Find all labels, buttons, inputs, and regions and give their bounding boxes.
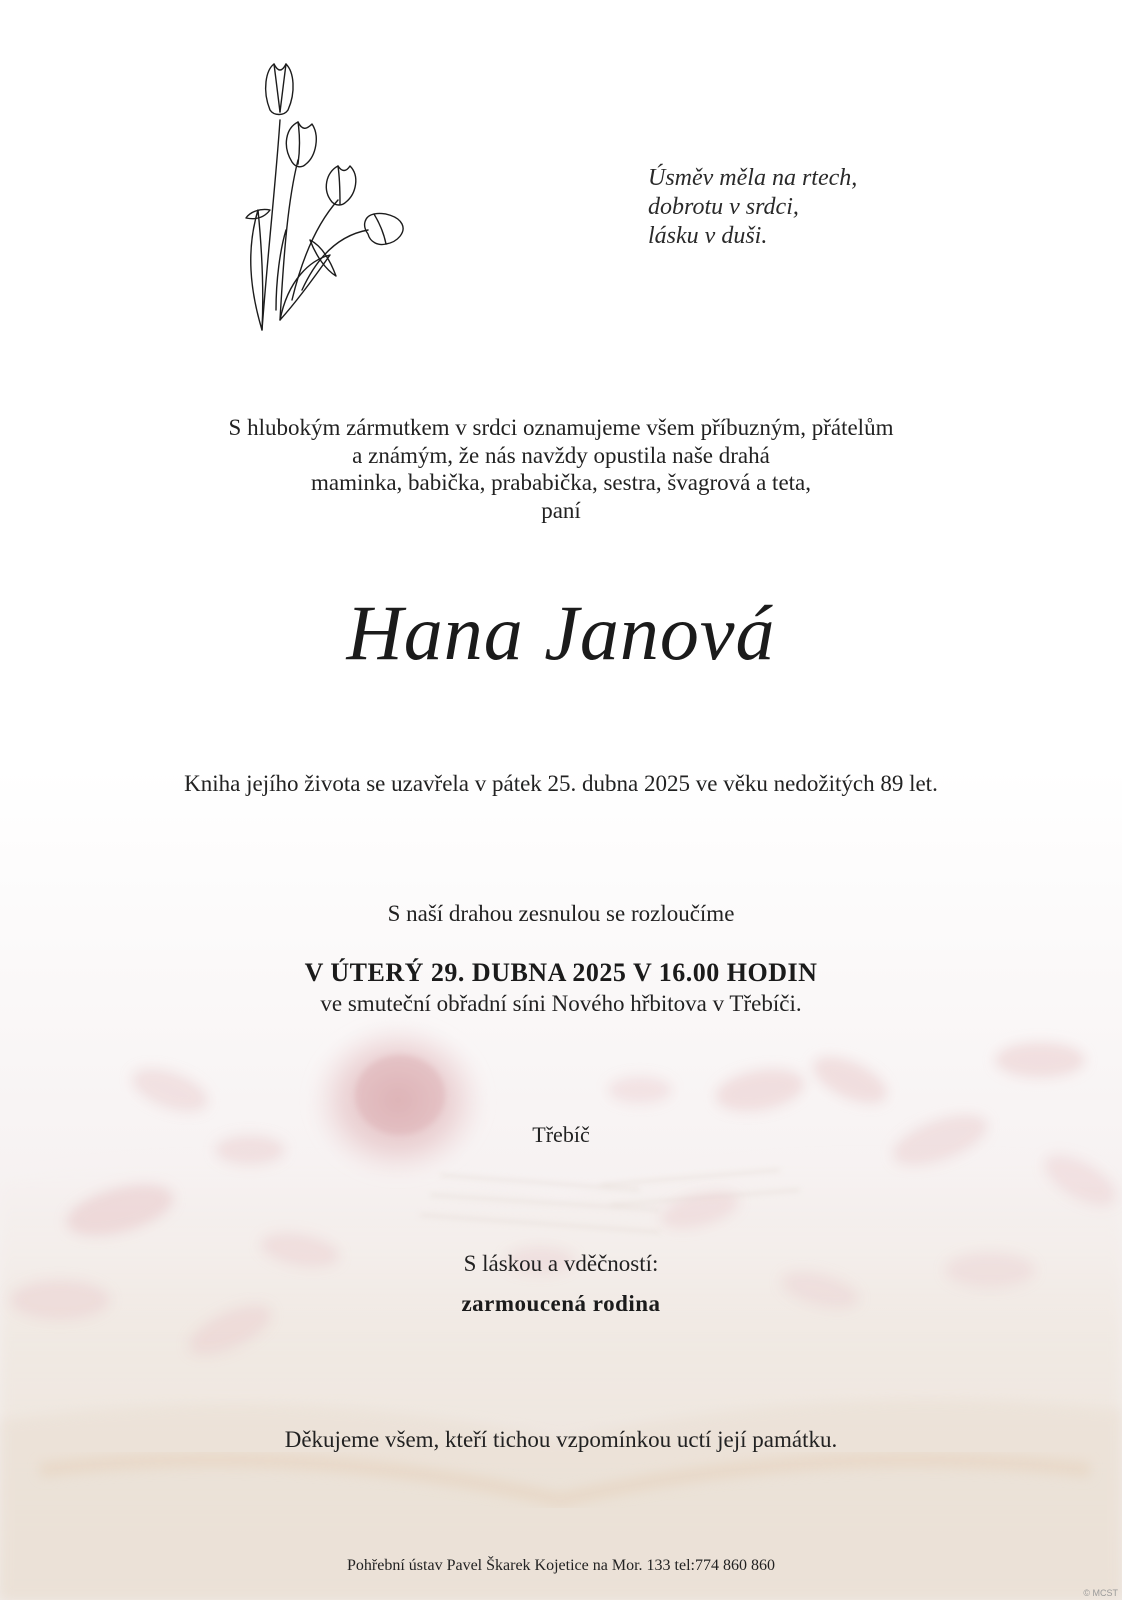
announcement-line: paní (541, 497, 581, 523)
copyright-mark: © MCST (1083, 1588, 1118, 1598)
motto-line: dobrotu v srdci, (648, 194, 799, 220)
life-statement: Kniha jejího života se uzavřela v pátek 25. dubna 2025 ve věku nedožitých 89 let. (184, 771, 938, 796)
announcement-line: a známým, že nás navždy opustila naše drahá (352, 442, 770, 468)
tulip-bouquet-icon (240, 50, 440, 350)
signature-family: zarmoucená rodina (461, 1291, 661, 1316)
motto-verse (648, 164, 857, 251)
town-name: Třebíč (532, 1122, 590, 1147)
motto-line: Úsměv měla na rtech, (648, 165, 858, 191)
ceremony-date: V ÚTERÝ 29. DUBNA 2025 V 16.00 HODIN (304, 958, 818, 987)
ceremony-intro: S naší drahou zesnulou se rozloučíme (387, 901, 735, 926)
ceremony-place: ve smuteční obřadní síni Nového hřbitova v Třebíči. (320, 991, 802, 1016)
signature-intro: S láskou a vděčností: (463, 1251, 659, 1276)
announcement-line: maminka, babička, prababička, sestra, švagrová a teta, (310, 470, 812, 495)
announcement-text (0, 414, 1122, 524)
motto-line: lásku v duši. (648, 223, 768, 249)
announcement-line: S hlubokým zármutkem v srdci oznamujeme všem příbuzným, přátelům (228, 415, 894, 440)
gratitude-text: Děkujeme všem, kteří tichou vzpomínkou uctí její památku. (284, 1427, 838, 1452)
funeral-home-footer: Pohřební ústav Pavel Škarek Kojetice na Mor. 133 tel:774 860 860 (347, 1557, 775, 1574)
deceased-name: Hana Janová (346, 589, 776, 676)
